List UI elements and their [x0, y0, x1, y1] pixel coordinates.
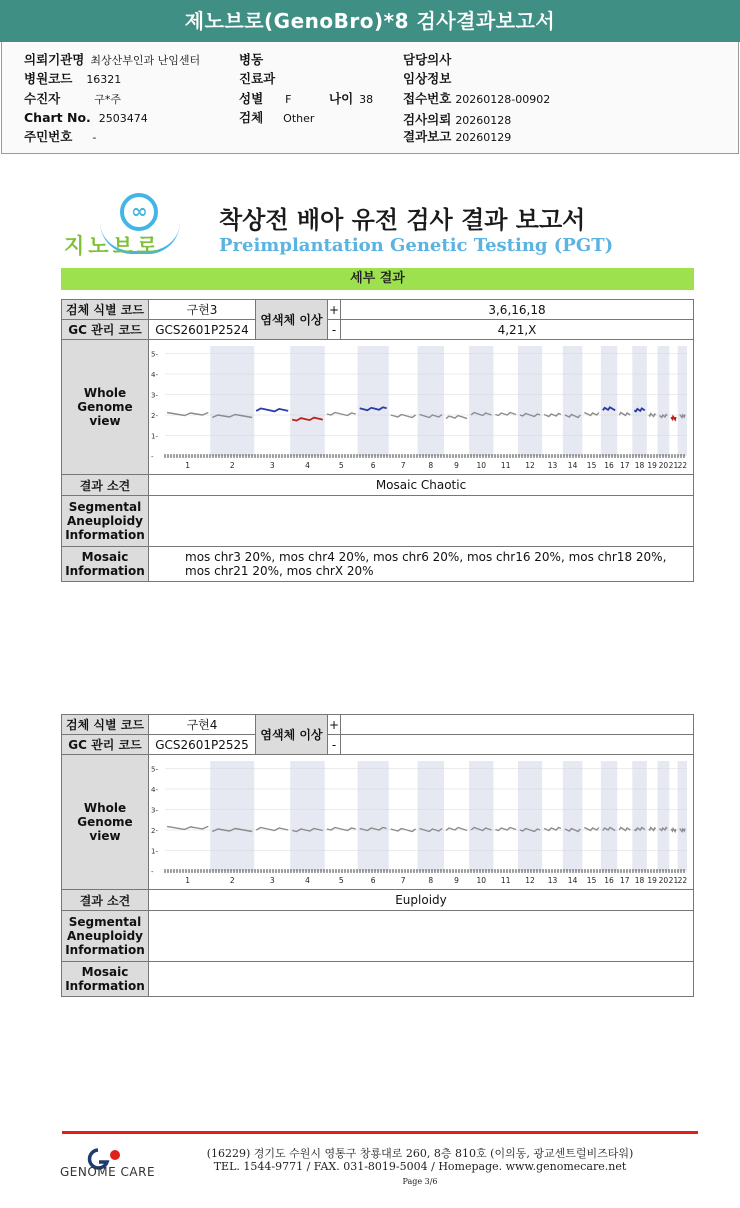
result-value: Mosaic Chaotic — [148, 474, 694, 496]
gc-code-value: GCS2601P2524 — [148, 319, 256, 340]
specimen-id-value: 구현4 — [148, 714, 256, 735]
result-value: Euploidy — [148, 889, 694, 911]
specimen-type-label: 검체 — [239, 110, 264, 125]
chromosome-label: 3 — [269, 461, 275, 470]
result-header: 결과 소견 — [61, 474, 149, 496]
report-title-english: Preimplantation Genetic Testing (PGT) — [219, 235, 614, 256]
chromosome-label: 9 — [454, 461, 459, 470]
chromosome-band — [518, 761, 542, 871]
chromosome-label: 5 — [338, 876, 344, 885]
sex-value: F — [285, 93, 292, 106]
chromosome-label: 16 — [604, 461, 614, 470]
hospital-code-value: 16321 — [86, 73, 122, 86]
chromosome-label: 2 — [229, 461, 235, 470]
chromosome-label: 15 — [586, 461, 597, 470]
segmental-aneuploidy-header: Segmental Aneuploidy Information — [61, 495, 149, 547]
resident-no-label: 주민번호 — [24, 129, 73, 144]
chart-no-label: Chart No. — [24, 110, 91, 125]
mosaic-info-value: mos chr3 20%, mos chr4 20%, mos chr6 20%, mos chr16 20%, mos chr18 20%, mos chr21 20%, mos chrX 20% — [148, 546, 694, 582]
specimen-type-field — [239, 108, 314, 126]
chromosome-label: 10 — [476, 876, 487, 885]
patient-info-panel — [1, 42, 739, 154]
specimen-id-header: 검체 식별 코드 — [61, 714, 149, 735]
receipt-no-label: 접수번호 — [403, 91, 452, 106]
gc-code-header: GC 관리 코드 — [61, 319, 149, 340]
chromosome-label: 12 — [525, 461, 535, 470]
y-tick-label: 4- — [151, 371, 158, 379]
chromosome-label: 6 — [370, 461, 376, 470]
age-label: 나이 — [329, 91, 354, 106]
y-tick-label: 4- — [151, 786, 158, 794]
chart-no-value: 2503474 — [98, 112, 148, 125]
specimen-id-value: 구현3 — [148, 299, 256, 320]
footer-contact: TEL. 1544-9771 / FAX. 031-8019-5004 / Homepage. www.genomecare.net — [213, 1160, 627, 1173]
chromosome-band — [658, 761, 670, 871]
request-date-label: 검사의뢰 — [403, 112, 452, 127]
mosaic-info-value — [148, 961, 694, 997]
chromosome-label: 17 — [619, 876, 630, 885]
footer-divider — [62, 1131, 698, 1134]
y-tick-label: 2- — [151, 412, 158, 420]
copy-number-trace-chr19 — [649, 414, 656, 417]
chromosome-band — [658, 346, 670, 456]
chromosome-band — [632, 346, 647, 456]
chromosome-label: 3 — [269, 876, 275, 885]
chart-no-field — [24, 110, 148, 125]
chromosome-label: 9 — [454, 876, 459, 885]
department-label: 진료과 — [239, 71, 276, 86]
patient-name-value: 구*주 — [94, 93, 121, 106]
detail-results-section-bar: 세부 결과 — [61, 268, 694, 290]
sample-result-block — [61, 299, 694, 582]
copy-number-trace-chr21 — [671, 417, 676, 420]
chromosome-label: 13 — [547, 876, 558, 885]
hospital-code-field — [24, 69, 121, 87]
request-date-value: 20260128 — [455, 114, 512, 127]
chromosome-band — [418, 346, 444, 456]
chromosome-label: 22 — [677, 461, 688, 470]
chromosome-label: 7 — [400, 876, 406, 885]
sex-label: 성별 — [239, 91, 264, 106]
gain-sign: + — [327, 714, 341, 735]
doctor-label: 담당의사 — [403, 52, 452, 67]
whole-genome-view — [148, 754, 694, 890]
whole-genome-header: Whole Genome view — [61, 754, 149, 890]
chromosome-label: 21 — [668, 461, 679, 470]
copy-number-trace-chr21 — [671, 829, 676, 832]
copy-number-trace-chr9 — [446, 416, 467, 419]
loss-chromosomes-value: 4,21,X — [340, 319, 694, 340]
chromosome-label: 1 — [185, 461, 191, 470]
chromosome-label: 14 — [567, 876, 578, 885]
report-date-field — [403, 127, 511, 145]
chromosome-band — [290, 761, 325, 871]
chromosome-label: 12 — [525, 876, 535, 885]
patient-name-label: 수진자 — [24, 91, 61, 106]
chromosome-label: 20 — [658, 461, 669, 470]
y-tick-label: 1- — [151, 432, 158, 441]
gc-code-value: GCS2601P2525 — [148, 734, 256, 755]
chromosome-label: 22 — [677, 876, 688, 885]
y-tick-label: 1- — [151, 847, 158, 856]
chromosome-label: 8 — [428, 876, 434, 885]
clinical-info-label: 임상정보 — [403, 71, 452, 86]
chromosome-abnormality-header: 염색체 이상 — [255, 714, 328, 755]
resident-no-value: - — [92, 131, 97, 144]
doctor-field — [403, 50, 457, 68]
chromosome-abnormality-header: 염색체 이상 — [255, 299, 328, 340]
genome-care-logo-text: GENOME CARE — [60, 1165, 156, 1179]
specimen-type-value: Other — [283, 112, 315, 125]
chromosome-band — [563, 761, 582, 871]
chromosome-band — [601, 346, 617, 456]
institution-field — [24, 50, 200, 68]
whole-genome-view — [148, 339, 694, 475]
ward-field — [239, 50, 269, 68]
patient-name-field — [24, 89, 121, 107]
chromosome-band — [290, 346, 325, 456]
report-date-label: 결과보고 — [403, 129, 452, 144]
chromosome-label: 5 — [338, 461, 344, 470]
mosaic-info-header: Mosaic Information — [61, 961, 149, 997]
chromosome-label: 4 — [305, 461, 310, 470]
report-date-value: 20260129 — [455, 131, 512, 144]
chromosome-band — [563, 346, 582, 456]
chromosome-band — [210, 346, 254, 456]
y-tick-label: 5- — [151, 765, 158, 774]
department-field — [239, 69, 281, 87]
chromosome-label: 4 — [305, 876, 310, 885]
dna-icon: ∞ — [131, 199, 148, 223]
chromosome-label: 15 — [586, 876, 597, 885]
chromosome-band — [358, 761, 389, 871]
chromosome-band — [678, 346, 687, 456]
resident-no-field — [24, 127, 96, 145]
chromosome-band — [678, 761, 687, 871]
y-tick-label: 3- — [151, 806, 158, 815]
chromosome-label: 18 — [634, 876, 645, 885]
receipt-no-field — [403, 89, 550, 107]
chromosome-label: 8 — [428, 461, 434, 470]
chromosome-label: 10 — [476, 461, 487, 470]
chromosome-label: 6 — [370, 876, 376, 885]
institution-value: 최상산부인과 난임센터 — [90, 54, 201, 67]
chromosome-band — [210, 761, 254, 871]
whole-genome-header: Whole Genome view — [61, 339, 149, 475]
chromosome-band — [518, 346, 542, 456]
segmental-aneuploidy-value — [148, 495, 694, 547]
y-tick-label: - — [151, 453, 154, 461]
result-header: 결과 소견 — [61, 889, 149, 911]
age-field — [329, 89, 373, 107]
chromosome-label: 14 — [567, 461, 578, 470]
chromosome-label: 19 — [647, 461, 657, 470]
chromosome-label: 11 — [500, 461, 511, 470]
segmental-aneuploidy-value — [148, 910, 694, 962]
y-tick-label: 3- — [151, 391, 158, 400]
copy-number-plot — [149, 755, 693, 889]
chromosome-band — [469, 761, 493, 871]
copy-number-trace-chr3 — [256, 408, 288, 411]
chromosome-label: 2 — [229, 876, 235, 885]
copy-number-trace-chr1 — [167, 826, 208, 829]
chromosome-band — [418, 761, 444, 871]
mosaic-info-header: Mosaic Information — [61, 546, 149, 582]
genobro-logo-text: 지노브로 — [64, 234, 162, 258]
request-date-field — [403, 110, 511, 128]
report-header-title: 제노브로(GenoBro)*8 검사결과보고서 — [0, 0, 740, 42]
institution-label: 의뢰기관명 — [24, 52, 85, 67]
sample-result-block — [61, 714, 694, 997]
chromosome-label: 18 — [634, 461, 645, 470]
loss-sign: - — [327, 319, 341, 340]
hospital-code-label: 병원코드 — [24, 71, 73, 86]
specimen-id-header: 검체 식별 코드 — [61, 299, 149, 320]
footer-page-number: Page 3/6 — [402, 1177, 438, 1186]
chromosome-label: 21 — [668, 876, 679, 885]
chromosome-label: 19 — [647, 876, 657, 885]
chromosome-band — [358, 346, 389, 456]
y-tick-label: - — [151, 868, 154, 876]
segmental-aneuploidy-header: Segmental Aneuploidy Information — [61, 910, 149, 962]
gc-code-header: GC 관리 코드 — [61, 734, 149, 755]
gain-chromosomes-value: 3,6,16,18 — [340, 299, 694, 320]
y-tick-label: 5- — [151, 350, 158, 359]
loss-sign: - — [327, 734, 341, 755]
chromosome-label: 20 — [658, 876, 669, 885]
gain-chromosomes-value — [340, 714, 694, 735]
clinical-info-field — [403, 69, 457, 87]
chromosome-label: 16 — [604, 876, 614, 885]
copy-number-plot — [149, 340, 693, 474]
chromosome-band — [469, 346, 493, 456]
sex-field — [239, 89, 291, 107]
gain-sign: + — [327, 299, 341, 320]
footer-address: (16229) 경기도 수원시 영통구 창룡대로 260, 8층 810호 (이의동, 광교센트럴비즈타워) — [206, 1147, 634, 1160]
chromosome-label: 17 — [619, 461, 630, 470]
receipt-no-value: 20260128-00902 — [455, 93, 551, 106]
chromosome-band — [632, 761, 647, 871]
chromosome-label: 11 — [500, 876, 511, 885]
ward-label: 병동 — [239, 52, 264, 67]
age-value: 38 — [359, 93, 374, 106]
chromosome-label: 7 — [400, 461, 406, 470]
loss-chromosomes-value — [340, 734, 694, 755]
report-title-korean: 착상전 배아 유전 검사 결과 보고서 — [219, 206, 586, 234]
chromosome-band — [601, 761, 617, 871]
chromosome-label: 1 — [185, 876, 191, 885]
y-tick-label: 2- — [151, 827, 158, 835]
chromosome-label: 13 — [547, 461, 558, 470]
